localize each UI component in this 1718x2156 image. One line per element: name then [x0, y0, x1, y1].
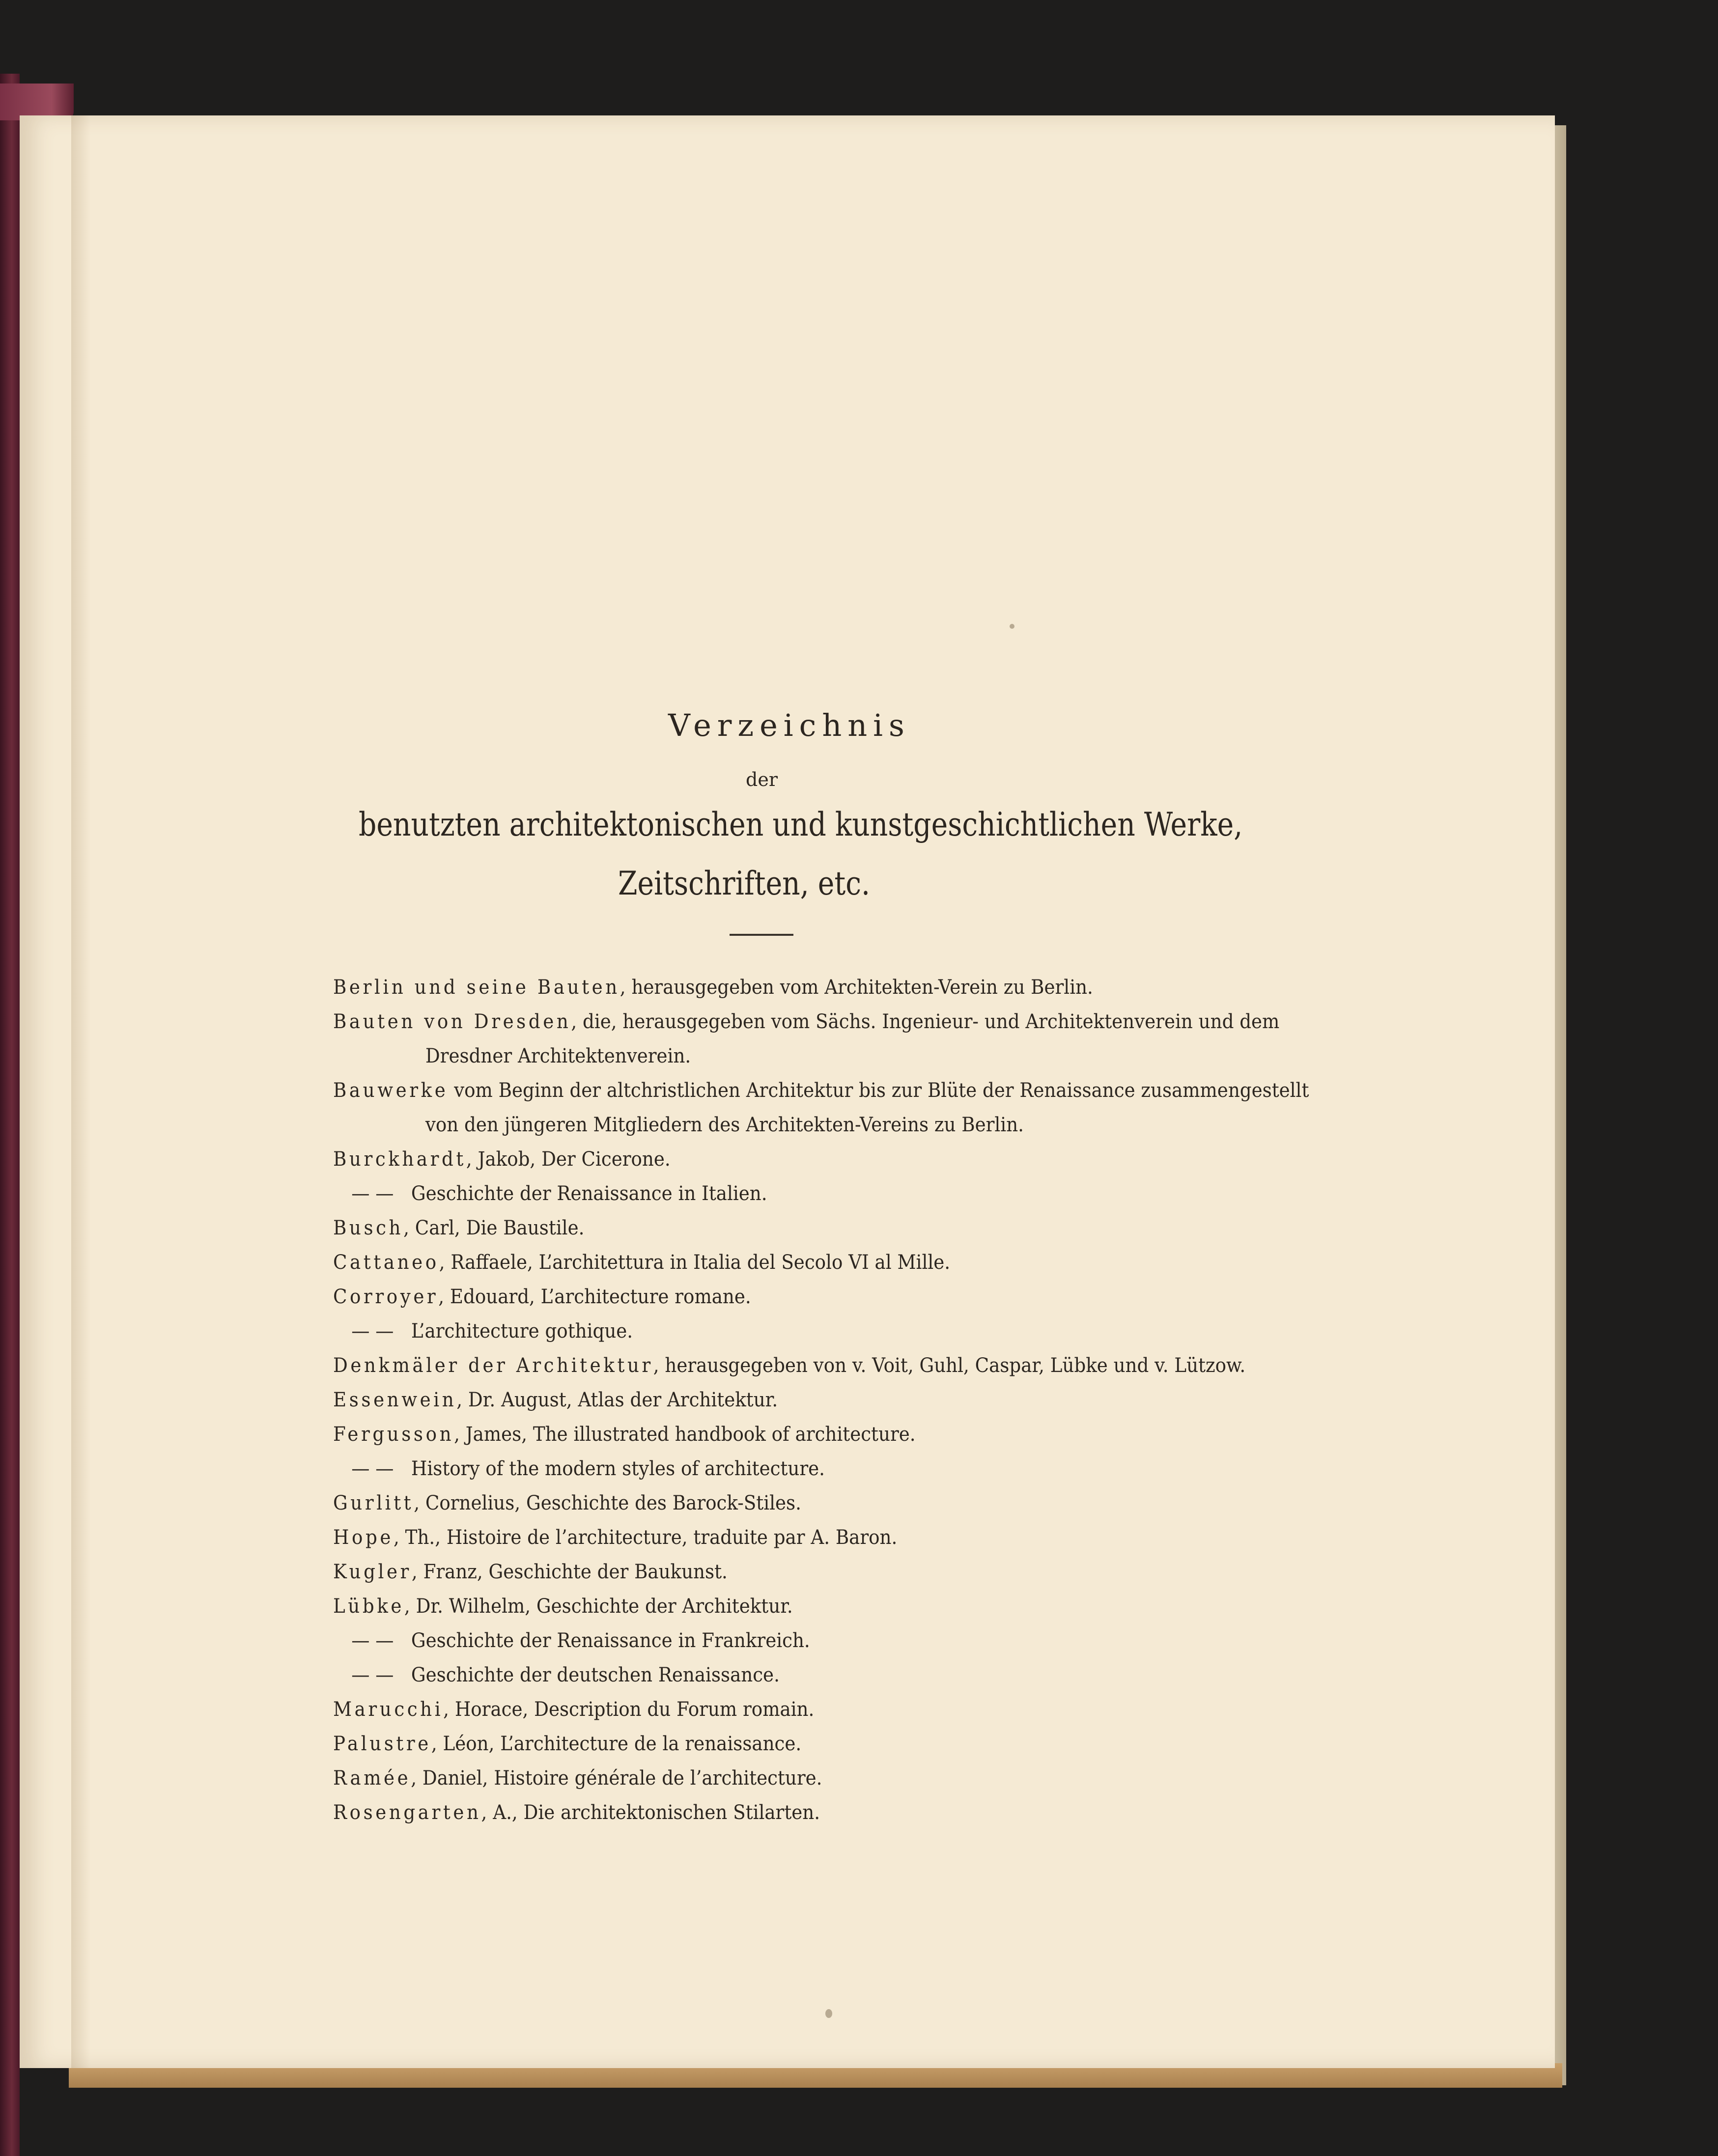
bibliography-entry	[333, 1005, 1430, 1073]
bibliography-entry	[333, 1692, 1430, 1727]
bibliography-entry	[333, 1486, 1430, 1520]
entry-text: Geschichte der deutschen Renaissance.	[394, 1664, 780, 1686]
entry-line	[333, 1245, 1430, 1280]
entry-author: — —	[351, 1664, 394, 1686]
bibliography-entry	[333, 1555, 1430, 1589]
entry-author: Marucchi	[333, 1698, 444, 1721]
entry-author: Fergusson	[333, 1423, 454, 1446]
paper-fleck	[1010, 624, 1014, 629]
bibliography-entry	[333, 1795, 1430, 1830]
bibliography-entry	[333, 1383, 1430, 1417]
entry-text: , Dr. August, Atlas der Architektur.	[456, 1389, 778, 1411]
entry-text: , herausgegeben vom Architekten-Verein zu Berlin.	[620, 976, 1093, 999]
entry-line	[333, 1589, 1430, 1624]
book-binding	[0, 74, 20, 2156]
entry-author: — —	[351, 1182, 394, 1205]
page-content	[20, 115, 1555, 2068]
bibliography-entry	[333, 1142, 1430, 1176]
bibliography-entry	[333, 1348, 1430, 1383]
title-connector: der	[746, 769, 778, 790]
entry-text: , herausgegeben von v. Voit, Guhl, Caspar, Lübke und v. Lützow.	[653, 1354, 1246, 1377]
entry-text: , Edouard, L’architecture romane.	[438, 1286, 751, 1308]
bibliography-entry	[333, 1624, 1430, 1658]
bibliography-entry	[333, 1727, 1430, 1761]
entry-author: Corroyer	[333, 1286, 439, 1308]
entry-text: , Raffaele, L’architettura in Italia del Secolo VI al Mille.	[439, 1251, 951, 1274]
entry-text: , James, The illustrated handbook of architecture.	[454, 1423, 916, 1446]
entry-line	[333, 1761, 1430, 1795]
entry-line	[333, 1624, 1430, 1658]
entry-line	[333, 1658, 1430, 1692]
paper-fleck	[825, 2009, 832, 2018]
entry-text: L’architecture gothique.	[394, 1320, 633, 1343]
entry-text: , Horace, Description du Forum romain.	[443, 1698, 815, 1721]
bibliography-entry	[333, 1520, 1430, 1555]
entry-author: Rosengarten	[333, 1801, 481, 1824]
entry-line	[333, 1073, 1430, 1108]
entry-text: , Carl, Die Baustile.	[403, 1217, 585, 1239]
entry-author: Lübke	[333, 1595, 404, 1618]
entry-author: — —	[351, 1320, 394, 1343]
entry-line	[333, 1280, 1430, 1314]
entry-text: , Cornelius, Geschichte des Barock-Stiles.	[414, 1492, 801, 1514]
entry-text: , Franz, Geschichte der Baukunst.	[411, 1561, 728, 1583]
bibliography-entry	[333, 1280, 1430, 1314]
entry-author: — —	[351, 1457, 394, 1480]
entry-line	[333, 1314, 1430, 1348]
subtitle-line-2: Zeitschriften, etc.	[618, 865, 871, 902]
entry-author: Ramée	[333, 1767, 411, 1790]
entry-line	[333, 1348, 1430, 1383]
bibliography-entry	[333, 970, 1430, 1005]
entry-continuation: Dresdner Architektenverein.	[425, 1045, 691, 1067]
bibliography-entry	[333, 1245, 1430, 1280]
bibliography-entry	[333, 1211, 1430, 1245]
entry-author: Hope	[333, 1526, 394, 1549]
bibliography-entry	[333, 1658, 1430, 1692]
entry-line	[333, 970, 1430, 1005]
entry-text: , Dr. Wilhelm, Geschichte der Architektur.	[404, 1595, 793, 1618]
bibliography-entry	[333, 1314, 1430, 1348]
entry-line	[333, 1555, 1430, 1589]
bibliography-entry	[333, 1452, 1430, 1486]
subtitle-line-1: benutzten architektonischen und kunstgeschichtlichen Werke,	[359, 806, 1243, 843]
bibliography-entry	[333, 1761, 1430, 1795]
entry-author: Essenwein	[333, 1389, 457, 1411]
entry-line	[333, 1795, 1430, 1830]
entry-line	[333, 1176, 1430, 1211]
entry-author: Berlin und seine Bauten	[333, 976, 620, 999]
entry-line	[333, 1005, 1430, 1039]
page-title: Verzeichnis	[668, 707, 910, 743]
binding-cloth-corner	[0, 84, 74, 120]
entry-line	[333, 1211, 1430, 1245]
entry-text: Geschichte der Renaissance in Frankreich.	[394, 1629, 810, 1652]
entry-text: , Jakob, Der Cicerone.	[466, 1148, 671, 1171]
entry-line	[333, 1452, 1430, 1486]
entry-text: History of the modern styles of architecture.	[394, 1457, 825, 1480]
entry-text: , A., Die architektonischen Stilarten.	[481, 1801, 820, 1824]
entry-author: — —	[351, 1629, 394, 1652]
entry-line	[333, 1486, 1430, 1520]
entry-author: Cattaneo	[333, 1251, 439, 1274]
bibliography-entry	[333, 1417, 1430, 1452]
entry-author: Palustre	[333, 1733, 431, 1755]
entry-author: Bauwerke	[333, 1079, 449, 1102]
entry-line	[333, 1692, 1430, 1727]
entry-author: Bauten von Dresden	[333, 1010, 571, 1033]
entry-line	[333, 1417, 1430, 1452]
entry-author: Kugler	[333, 1561, 412, 1583]
entry-line	[333, 1727, 1430, 1761]
entry-text: vom Beginn der altchristlichen Architektur bis zur Blüte der Renaissance zusammengestellt	[448, 1079, 1309, 1102]
entry-text: Geschichte der Renaissance in Italien.	[394, 1182, 767, 1205]
entry-text: , Léon, L’architecture de la renaissance.	[431, 1733, 802, 1755]
entry-text: , Daniel, Histoire générale de l’architecture.	[411, 1767, 822, 1790]
entry-author: Gurlitt	[333, 1492, 414, 1514]
entry-author: Burckhardt	[333, 1148, 466, 1171]
bibliography-entry	[333, 1176, 1430, 1211]
entry-text: , Th., Histoire de l’architecture, traduite par A. Baron.	[393, 1526, 898, 1549]
page	[20, 115, 1555, 2068]
title-divider	[730, 934, 793, 936]
entry-line	[333, 1142, 1430, 1176]
entry-author: Denkmäler der Architektur	[333, 1354, 653, 1377]
entry-line	[333, 1520, 1430, 1555]
bibliography-entry	[333, 1589, 1430, 1624]
entry-continuation: von den jüngeren Mitgliedern des Architekten-Vereins zu Berlin.	[425, 1114, 1024, 1136]
entry-author: Busch	[333, 1217, 404, 1239]
entry-line	[333, 1383, 1430, 1417]
bibliography-entry	[333, 1073, 1430, 1142]
bibliography-list	[333, 970, 1512, 1830]
entry-text: , die, herausgegeben vom Sächs. Ingenieur- und Architektenverein und dem	[571, 1010, 1280, 1033]
